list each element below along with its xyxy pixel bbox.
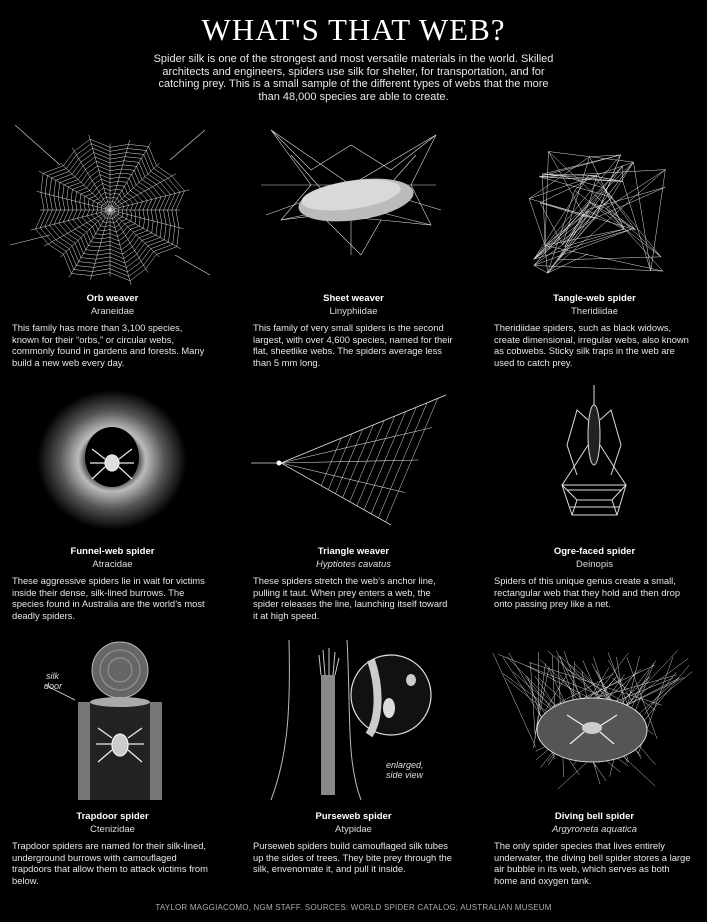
spider-family: Hyptiotes cavatus (316, 559, 391, 570)
spider-family: Atypidae (335, 824, 372, 835)
spider-name: Ogre-faced spider (553, 546, 636, 557)
enlarged-label: enlarged, (386, 760, 424, 770)
spider-description: These spiders stretch the web’s anchor line, pulling it taut. When prey enters a web, the spider releases the line, launching itself toward it at high speed. (253, 575, 448, 621)
spider-description: These aggressive spiders lie in wait for victims inside their dense, silk-lined burrows. The species found in Australia are the world’s most deadly spiders. (12, 575, 205, 621)
spider-name: Diving bell spider (554, 811, 635, 822)
spider-family: Deinopis (576, 559, 613, 570)
spider-family: Araneidae (90, 306, 135, 317)
funnel-web-icon (10, 385, 215, 545)
spider-description: Trapdoor spiders are named for their silk-lined, underground burrows with camouflaged trapdoors that allow them to attack victims from below. (12, 840, 208, 886)
trapdoor-icon (10, 640, 215, 800)
spider-family: Argyroneta aquatica (551, 824, 638, 835)
orb-web-icon (10, 125, 215, 285)
enlarged-label: side view (386, 770, 424, 780)
spider-family: Linyphiidae (329, 306, 378, 317)
purseweb-icon (251, 640, 456, 800)
spider-description: Spiders of this unique genus create a small, rectangular web that they hold and then drop onto passing prey like a net. (494, 575, 681, 609)
spider-name: Orb weaver (86, 293, 139, 304)
spider-name: Trapdoor spider (76, 811, 149, 822)
page-title: WHAT'S THAT WEB? (201, 12, 506, 47)
spider-description: This family of very small spiders is the second largest, with over 4,600 species, named for their flat, sheetlike webs. The spiders average less than 5 mm long. (253, 322, 453, 368)
spider-name: Purseweb spider (315, 811, 392, 822)
ogre-faced-spider-icon (492, 385, 697, 545)
intro-text: Spider silk is one of the strongest and most versatile materials in the world. Skilled architects and engineers, spiders use silk for shelter, for transportation, and for catching prey. This is a small sample of the different types of webs that the more than 48,000 species are able to create. (153, 53, 554, 103)
spider-family: Atracidae (92, 559, 133, 570)
tangle-web-icon (492, 125, 697, 285)
spider-family: Theridiidae (571, 306, 618, 317)
triangle-web-icon (251, 385, 456, 545)
silk-door-label: door (44, 681, 63, 691)
spider-description: The only spider species that lives entirely underwater, the diving bell spider stores a large air bubble in its web, which serves as both home and oxygen tank. (494, 840, 691, 886)
spider-name: Triangle weaver (317, 546, 390, 557)
spider-name: Sheet weaver (323, 293, 384, 304)
spider-name: Tangle-web spider (553, 293, 636, 304)
spider-description: This family has more than 3,100 species, known for their “orbs,” or circular webs, commonly found in gardens and forests. Many build a new web every day. (12, 322, 205, 368)
credit-line: TAYLOR MAGGIACOMO, NGM STAFF. SOURCES: WORLD SPIDER CATALOG; AUSTRALIAN MUSEUM (155, 903, 552, 912)
silk-door-label: silk (46, 671, 59, 681)
spider-family: Ctenizidae (90, 824, 135, 835)
spider-description: Purseweb spiders build camouflaged silk tubes up the sides of trees. They bite prey through the silk, envenomate it, and pull it inside. (253, 840, 452, 874)
diving-bell-icon (492, 640, 697, 800)
spider-description: Theridiidae spiders, such as black widows, create dimensional, irregular webs, also known as cobwebs. Sticky silk traps in the web are used to catch prey. (494, 322, 689, 368)
spider-name: Funnel-web spider (70, 546, 155, 557)
sheet-web-icon (251, 125, 456, 285)
